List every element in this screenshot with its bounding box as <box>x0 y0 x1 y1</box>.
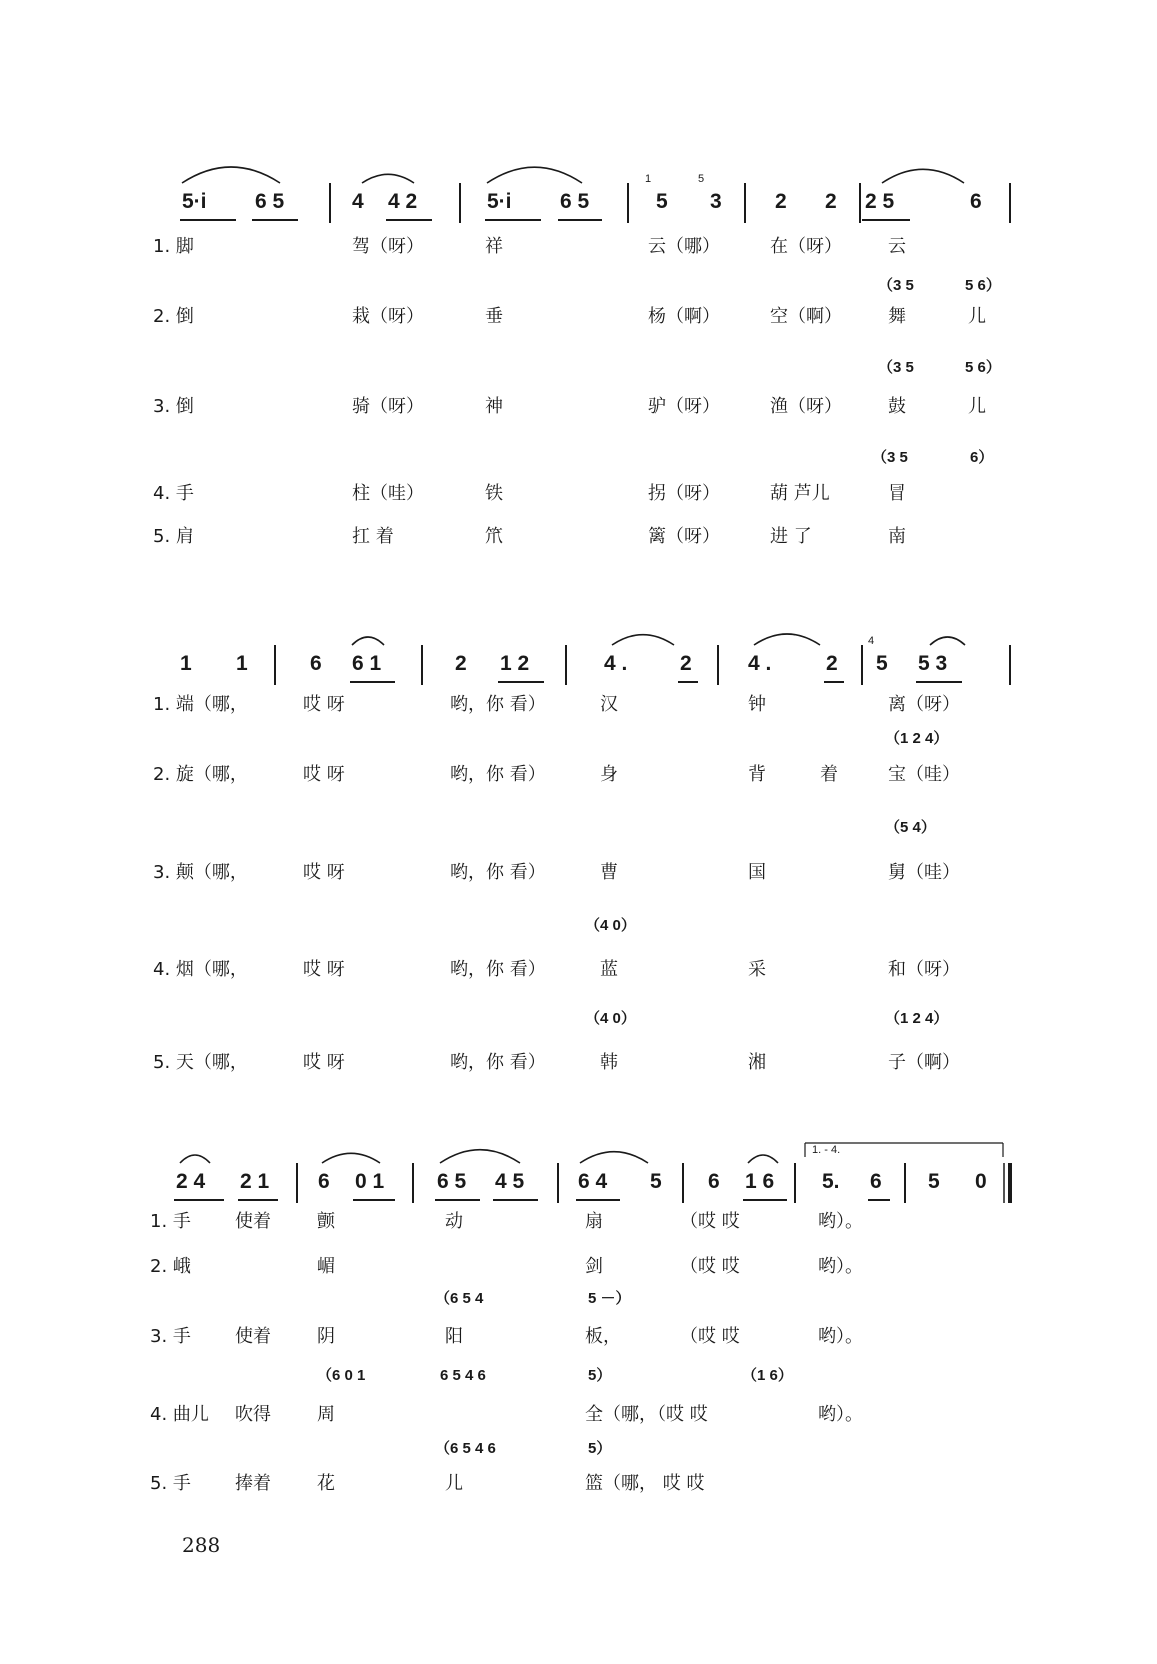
slur-arc <box>748 1155 778 1163</box>
jianpu-note: 6 <box>708 1170 720 1193</box>
lyric-syllable: 哟，你 看） <box>450 764 546 785</box>
jianpu-note: 1 <box>180 652 192 675</box>
grace-note: 4 <box>868 635 875 647</box>
lyric-syllable: 3. 倒 <box>153 396 194 417</box>
lyric-syllable: 哎 呀 <box>303 959 345 980</box>
slur-arc <box>580 1152 648 1163</box>
variant-notes: 5 6） <box>965 359 1001 376</box>
lyric-syllable: 哎 呀 <box>303 862 345 883</box>
jianpu-note: 2 5 <box>865 190 895 213</box>
slur-arc <box>754 634 820 645</box>
lyric-syllable: 3. 颠（哪， <box>153 862 248 883</box>
lyric-syllable: 栽（呀） <box>352 306 424 327</box>
lyric-syllable: 宝（哇） <box>888 764 960 785</box>
jianpu-note: 2 1 <box>240 1170 270 1193</box>
lyric-syllable: 儿 <box>445 1473 463 1494</box>
lyric-syllable: 韩 <box>600 1052 618 1073</box>
lyric-syllable: 哟）。 <box>818 1256 863 1277</box>
lyric-syllable: 汉 <box>600 694 618 715</box>
lyric-syllable: 捧着 <box>235 1473 271 1494</box>
jianpu-note: 4 <box>352 190 364 213</box>
jianpu-note: 6 <box>310 652 322 675</box>
variant-notes: （1 2 4） <box>885 730 949 747</box>
lyric-syllable: （哎 哎 <box>680 1256 740 1277</box>
jianpu-note: 1 <box>236 652 248 675</box>
lyric-syllable: 花 <box>317 1473 335 1494</box>
jianpu-note: 2 <box>775 190 787 213</box>
variant-notes: （6 0 1 <box>317 1367 366 1384</box>
variant-notes: （4 0） <box>585 1010 636 1027</box>
lyric-syllable: 神 <box>485 396 503 417</box>
lyric-syllable: 骑（呀） <box>352 396 424 417</box>
volta-label: 1. - 4. <box>812 1144 841 1156</box>
jianpu-note: 5 <box>876 652 888 675</box>
lyric-syllable: 扇 <box>585 1211 603 1232</box>
lyric-syllable: 铁 <box>485 483 503 504</box>
lyric-syllable: 国 <box>748 862 766 883</box>
variant-notes: 5） <box>588 1440 612 1457</box>
jianpu-note: 5 <box>656 190 668 213</box>
variant-notes: （3 5 <box>878 359 914 376</box>
lyric-syllable: 蓝 <box>600 959 618 980</box>
lyric-syllable: 5. 天（哪， <box>153 1052 248 1073</box>
lyric-syllable: 和（呀） <box>888 959 960 980</box>
jianpu-note: 5·i <box>182 190 207 213</box>
jianpu-note: 4 . <box>604 652 628 675</box>
slur-arc <box>440 1150 520 1163</box>
lyric-syllable: 剑 <box>585 1256 603 1277</box>
grace-note: 5 <box>698 173 705 185</box>
variant-notes: （5 4） <box>885 819 936 836</box>
lyric-syllable: 背 <box>748 764 766 785</box>
variant-notes: （3 5 <box>872 449 908 466</box>
lyric-syllable: 子（啊） <box>888 1052 960 1073</box>
lyric-syllable: 哟，你 看） <box>450 1052 546 1073</box>
lyric-syllable: 湘 <box>748 1052 766 1073</box>
lyric-syllable: 2. 峨 <box>150 1256 191 1277</box>
lyric-syllable: 杨（啊） <box>648 306 720 327</box>
lyric-syllable: 颤 <box>317 1211 335 1232</box>
lyric-syllable: 在（呀） <box>770 236 842 257</box>
lyric-syllable: 阳 <box>445 1326 463 1347</box>
page-number: 288 <box>182 1533 221 1557</box>
lyric-syllable: 钟 <box>748 694 766 715</box>
jianpu-note: 5 <box>650 1170 662 1193</box>
lyric-syllable: 吹得 <box>235 1404 271 1425</box>
lyric-syllable: 全（哪，（哎 哎 <box>585 1404 708 1425</box>
lyric-syllable: 空（啊） <box>770 306 842 327</box>
variant-notes: （3 5 <box>878 277 914 294</box>
slur-arc <box>930 637 965 645</box>
lyric-syllable: 使着 <box>235 1211 271 1232</box>
slur-arc <box>487 167 582 183</box>
lyric-syllable: 冒 <box>888 483 906 504</box>
lyric-syllable: （哎 哎 <box>680 1211 740 1232</box>
lyric-syllable: 哎 呀 <box>303 764 345 785</box>
lyric-syllable: 篮（哪， 哎 哎 <box>585 1473 705 1494</box>
lyric-syllable: 嵋 <box>317 1256 335 1277</box>
lyric-syllable: 儿 <box>968 396 986 417</box>
lyric-syllable: 2. 倒 <box>153 306 194 327</box>
jianpu-note: 5 3 <box>918 652 948 675</box>
jianpu-note: 5 <box>928 1170 940 1193</box>
jianpu-note: 6 5 <box>255 190 285 213</box>
jianpu-note: 4 5 <box>495 1170 525 1193</box>
lyric-syllable: 2. 旋（哪， <box>153 764 248 785</box>
lyric-syllable: 柱（哇） <box>352 483 424 504</box>
slur-arc <box>882 169 964 183</box>
lyric-syllable: 4. 手 <box>153 483 194 504</box>
lyric-syllable: 葫 芦儿 <box>770 483 830 504</box>
variant-notes: 6 5 4 6 <box>440 1367 486 1384</box>
variant-notes: （6 5 4 6 <box>435 1440 496 1457</box>
lyric-syllable: 哟）。 <box>818 1404 863 1425</box>
jianpu-note: 4 . <box>748 652 772 675</box>
lyric-syllable: 采 <box>748 959 766 980</box>
slur-arc <box>612 635 674 645</box>
lyric-syllable: 板， <box>585 1326 621 1347</box>
jianpu-note: 2 <box>455 652 467 675</box>
jianpu-note: 3 <box>710 190 722 213</box>
lyric-syllable: 哎 呀 <box>303 694 345 715</box>
jianpu-note: 5. <box>822 1170 840 1193</box>
lyric-syllable: 云 <box>888 236 906 257</box>
variant-notes: 5 －） <box>588 1290 631 1307</box>
lyric-syllable: 周 <box>317 1404 335 1425</box>
lyric-syllable: 儿 <box>968 306 986 327</box>
jianpu-note: 2 <box>826 652 838 675</box>
lyric-syllable: 祥 <box>485 236 503 257</box>
jianpu-note: 2 <box>825 190 837 213</box>
variant-notes: 5） <box>588 1367 612 1384</box>
lyric-syllable: 1. 脚 <box>153 236 194 257</box>
lyric-syllable: 云（哪） <box>648 236 720 257</box>
lyric-syllable: 扛 着 <box>352 526 394 547</box>
lyric-syllable: 着 <box>820 764 838 785</box>
lyric-syllable: 鼓 <box>888 396 906 417</box>
lyric-syllable: 垂 <box>485 306 503 327</box>
lyric-syllable: 哟，你 看） <box>450 862 546 883</box>
lyric-syllable: 哟，你 看） <box>450 959 546 980</box>
variant-notes: （1 2 4） <box>885 1010 949 1027</box>
jianpu-note: 5·i <box>487 190 512 213</box>
lyric-syllable: 驾（呀） <box>352 236 424 257</box>
slur-arc <box>180 1155 210 1163</box>
jianpu-note: 6 1 <box>352 652 382 675</box>
lyric-syllable: 进 了 <box>770 526 812 547</box>
variant-notes: 5 6） <box>965 277 1001 294</box>
lyric-syllable: 篱（呀） <box>648 526 720 547</box>
lyric-syllable: 4. 曲儿 <box>150 1404 209 1425</box>
lyric-syllable: 曹 <box>600 862 618 883</box>
jianpu-note: 6 <box>318 1170 330 1193</box>
lyric-syllable: 驴（呀） <box>648 396 720 417</box>
lyric-syllable: 1. 手 <box>150 1211 191 1232</box>
variant-notes: 6） <box>970 449 994 466</box>
lyric-syllable: （哎 哎 <box>680 1326 740 1347</box>
grace-note: 1 <box>645 173 652 185</box>
lyric-syllable: 哎 呀 <box>303 1052 345 1073</box>
lyric-syllable: 5. 肩 <box>153 526 194 547</box>
lyric-syllable: 动 <box>445 1211 463 1232</box>
lyric-syllable: 使着 <box>235 1326 271 1347</box>
lyric-syllable: 阴 <box>317 1326 335 1347</box>
lyric-syllable: 离（呀） <box>888 694 960 715</box>
jianpu-note: 4 2 <box>388 190 418 213</box>
lyric-syllable: 渔（呀） <box>770 396 842 417</box>
lyric-syllable: 舞 <box>888 306 906 327</box>
jianpu-note: 2 <box>680 652 692 675</box>
lyric-syllable: 身 <box>600 764 618 785</box>
lyric-syllable: 1. 端（哪， <box>153 694 248 715</box>
jianpu-note: 1 2 <box>500 652 530 675</box>
lyric-syllable: 哟，你 看） <box>450 694 546 715</box>
slur-arc <box>182 167 280 183</box>
lyric-syllable: 舅（哇） <box>888 862 960 883</box>
slur-arc <box>362 174 414 183</box>
jianpu-note: 0 1 <box>355 1170 385 1193</box>
jianpu-note: 6 <box>970 190 982 213</box>
lyric-syllable: 拐（呀） <box>648 483 720 504</box>
slur-arc <box>352 637 384 645</box>
jianpu-note: 6 5 <box>437 1170 467 1193</box>
lyric-syllable: 5. 手 <box>150 1473 191 1494</box>
lyric-syllable: 南 <box>888 526 906 547</box>
jianpu-note: 6 5 <box>560 190 590 213</box>
lyric-syllable: 哟）。 <box>818 1326 863 1347</box>
jianpu-note: 6 4 <box>578 1170 608 1193</box>
jianpu-note: 2 4 <box>176 1170 206 1193</box>
jianpu-note: 1 6 <box>745 1170 775 1193</box>
lyric-syllable: 3. 手 <box>150 1326 191 1347</box>
lyric-syllable: 笊 <box>485 526 503 547</box>
lyric-syllable: 哟）。 <box>818 1211 863 1232</box>
variant-notes: （1 6） <box>742 1367 793 1384</box>
slur-arc <box>322 1153 380 1163</box>
variant-notes: （6 5 4 <box>435 1290 484 1307</box>
jianpu-note: 6 <box>870 1170 882 1193</box>
jianpu-note: 0 <box>975 1170 987 1193</box>
lyric-syllable: 4. 烟（哪， <box>153 959 248 980</box>
variant-notes: （4 0） <box>585 917 636 934</box>
